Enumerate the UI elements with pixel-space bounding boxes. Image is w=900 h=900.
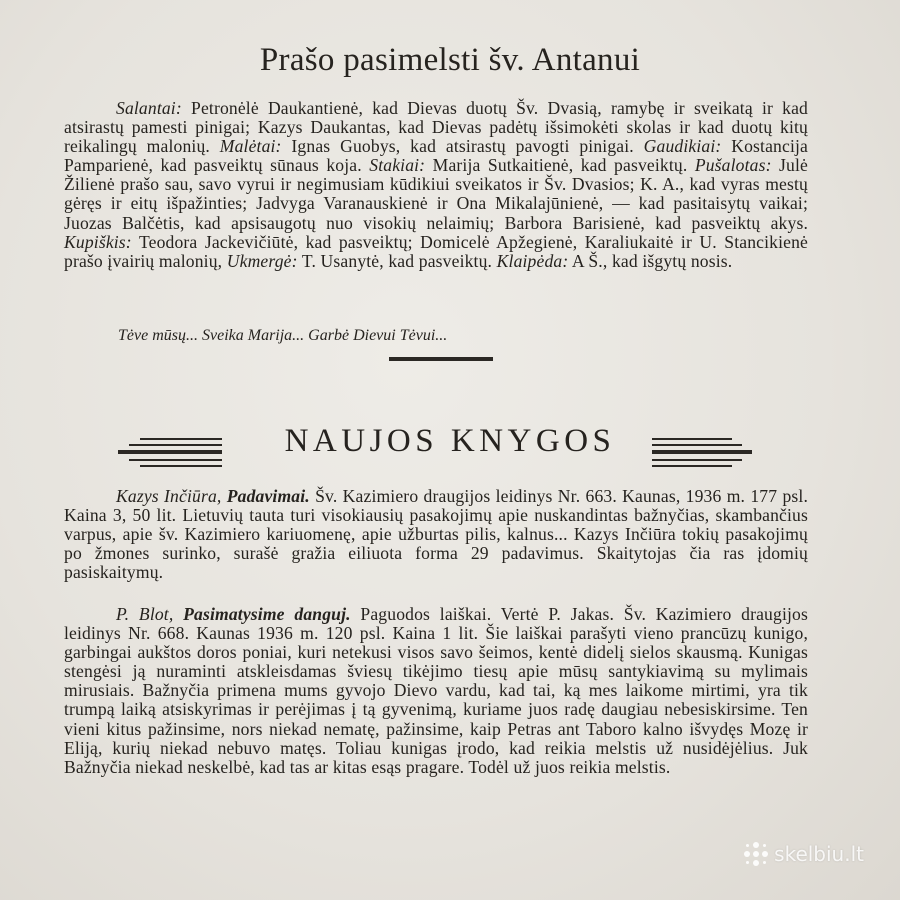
article-title: Prašo pasimelsti šv. Antanui <box>259 42 641 78</box>
inline-heading: Klaipėda: <box>496 250 569 271</box>
text-run: Petronėlė Daukantienė, kad Dievas duotų Šv. Dvasią, ramybę ir sveikatą ir kad atsirastų pamesti pinigai; Kazys Daukantas, kad Dievas padėtų išsimokėti skolas ir kad duotų kitų reikalingų malonių. <box>64 98 808 157</box>
inline-heading: Kupiškis: <box>64 231 132 252</box>
section-divider <box>389 357 493 361</box>
text-run: Julė Žilienė prašo sau, savo vyrui ir negimusiam kūdikiui sveikatos ir Šv. Dvasios; K. A., kad vyras mestų gėręs ir eitų išpažinties; Jadvyga Varanauskienė ir Ona Mikalajūnienė, — kad pasitaisytų vaikai; Juozas Balčėtis, kad apsisaugotų nuo visokių nelaimių; Barbora Barisienė, kad pasveiktų akys. <box>64 155 808 233</box>
inline-heading: Kazys Inčiūra, <box>116 486 222 506</box>
watermark <box>744 842 864 866</box>
section-title: NAUJOS KNYGOS <box>284 423 616 459</box>
text-run <box>173 604 183 624</box>
text-run: A Š., kad išgytų nosis. <box>568 250 733 271</box>
inline-heading: Pušalotas: <box>694 155 772 176</box>
text-run: Ignas Guobys, kad atsirastų pavogti pinigai. <box>281 136 644 157</box>
inline-heading: Ukmergė: <box>226 250 298 271</box>
book-entry-pasimatysime-danguj <box>64 605 808 777</box>
dots-logo-icon <box>744 842 768 866</box>
text-run: Paguodos laiškai. Vertė P. Jakas. Šv. Kazimiero draugijos leidinys Nr. 668. Kaunas 1936 m. 120 psl. Kaina 1 lit. Šie laiškai parašyti vieno prancūzų kunigo, garbingai aukštos doros poniai, kuri netekusi visos savo šeimos, kentė didelį sielos skausmą. Kunigas stengėsi ją nuraminti atskleisdamas šviesų tikėjimo tiesų apie mūsų santykiavimą su mylimais mirusiais. Bažnyčia primena mums gyvojo Dievo vardu, kad tai, ką mes laikome mirtimi, yra tik trumpą laiką atsiskyrimas ir perėjimas į tą gyvenimą, kuriame juos radę daugiau nebesiskirsime. Ten vieni kitus pažinsime, nors niekad nematę, pažinsime, kaip Petras ant Taboro kalno išvydęs Mozę ir Eliją, kurių niekad nebuvo matęs. Toliau kunigas įrodo, kad reikia melstis už nusidėjėlius. Juk Bažnyčia niekad neskelbė, kad tas ar kitas esąs pragare. Todėl už juos reikia melstis. <box>64 604 808 777</box>
inline-heading: Pasimatysime danguj. <box>183 604 351 624</box>
book-entry-padavimai <box>64 487 808 582</box>
text-run: Kostancija Pamparienė, kad pasveiktų sūnaus koja. <box>64 136 808 176</box>
inline-heading: Malėtai: <box>219 136 282 157</box>
text-run: Šv. Kazimiero draugijos leidinys Nr. 663. Kaunas, 1936 m. 177 psl. Kaina 3, 50 lit. Lietuvių tauta turi visokiausių pasakojimų apie nuskandintas bažnyčias, skambančius varpus, apie šv. Kazimiero kariuomenę, apie užburtas pilis, kalnus... Kazys Inčiūra tokių pasakojimų po žmones surinko, surašė gražia eiliuota forma 29 padavimus. Skaitytojas čia ras įdomių pasiskaitymų. <box>64 486 808 583</box>
watermark-text: skelbiu.lt <box>774 842 864 866</box>
inline-heading: P. Blot, <box>116 604 174 624</box>
article-body <box>64 99 808 271</box>
text-run: Teodora Jackevičiūtė, kad pasveiktų; Domicelė Apžegienė, Karaliukaitė ir U. Stancikienė prašo įvairių malonių, <box>64 231 808 271</box>
right-ornament-rule <box>652 438 752 468</box>
text-run: T. Usanytė, kad pasveiktų. <box>297 250 497 271</box>
prayer-line: Tėve mūsų... Sveika Marija... Garbė Dievui Tėvui... <box>118 327 448 344</box>
inline-heading: Stakiai: <box>369 155 426 176</box>
inline-heading: Salantai: <box>116 98 182 118</box>
inline-heading: Gaudikiai: <box>643 136 722 157</box>
text-run: Marija Sutkaitienė, kad pasveiktų. <box>425 155 695 176</box>
inline-heading: Padavimai. <box>226 486 310 506</box>
